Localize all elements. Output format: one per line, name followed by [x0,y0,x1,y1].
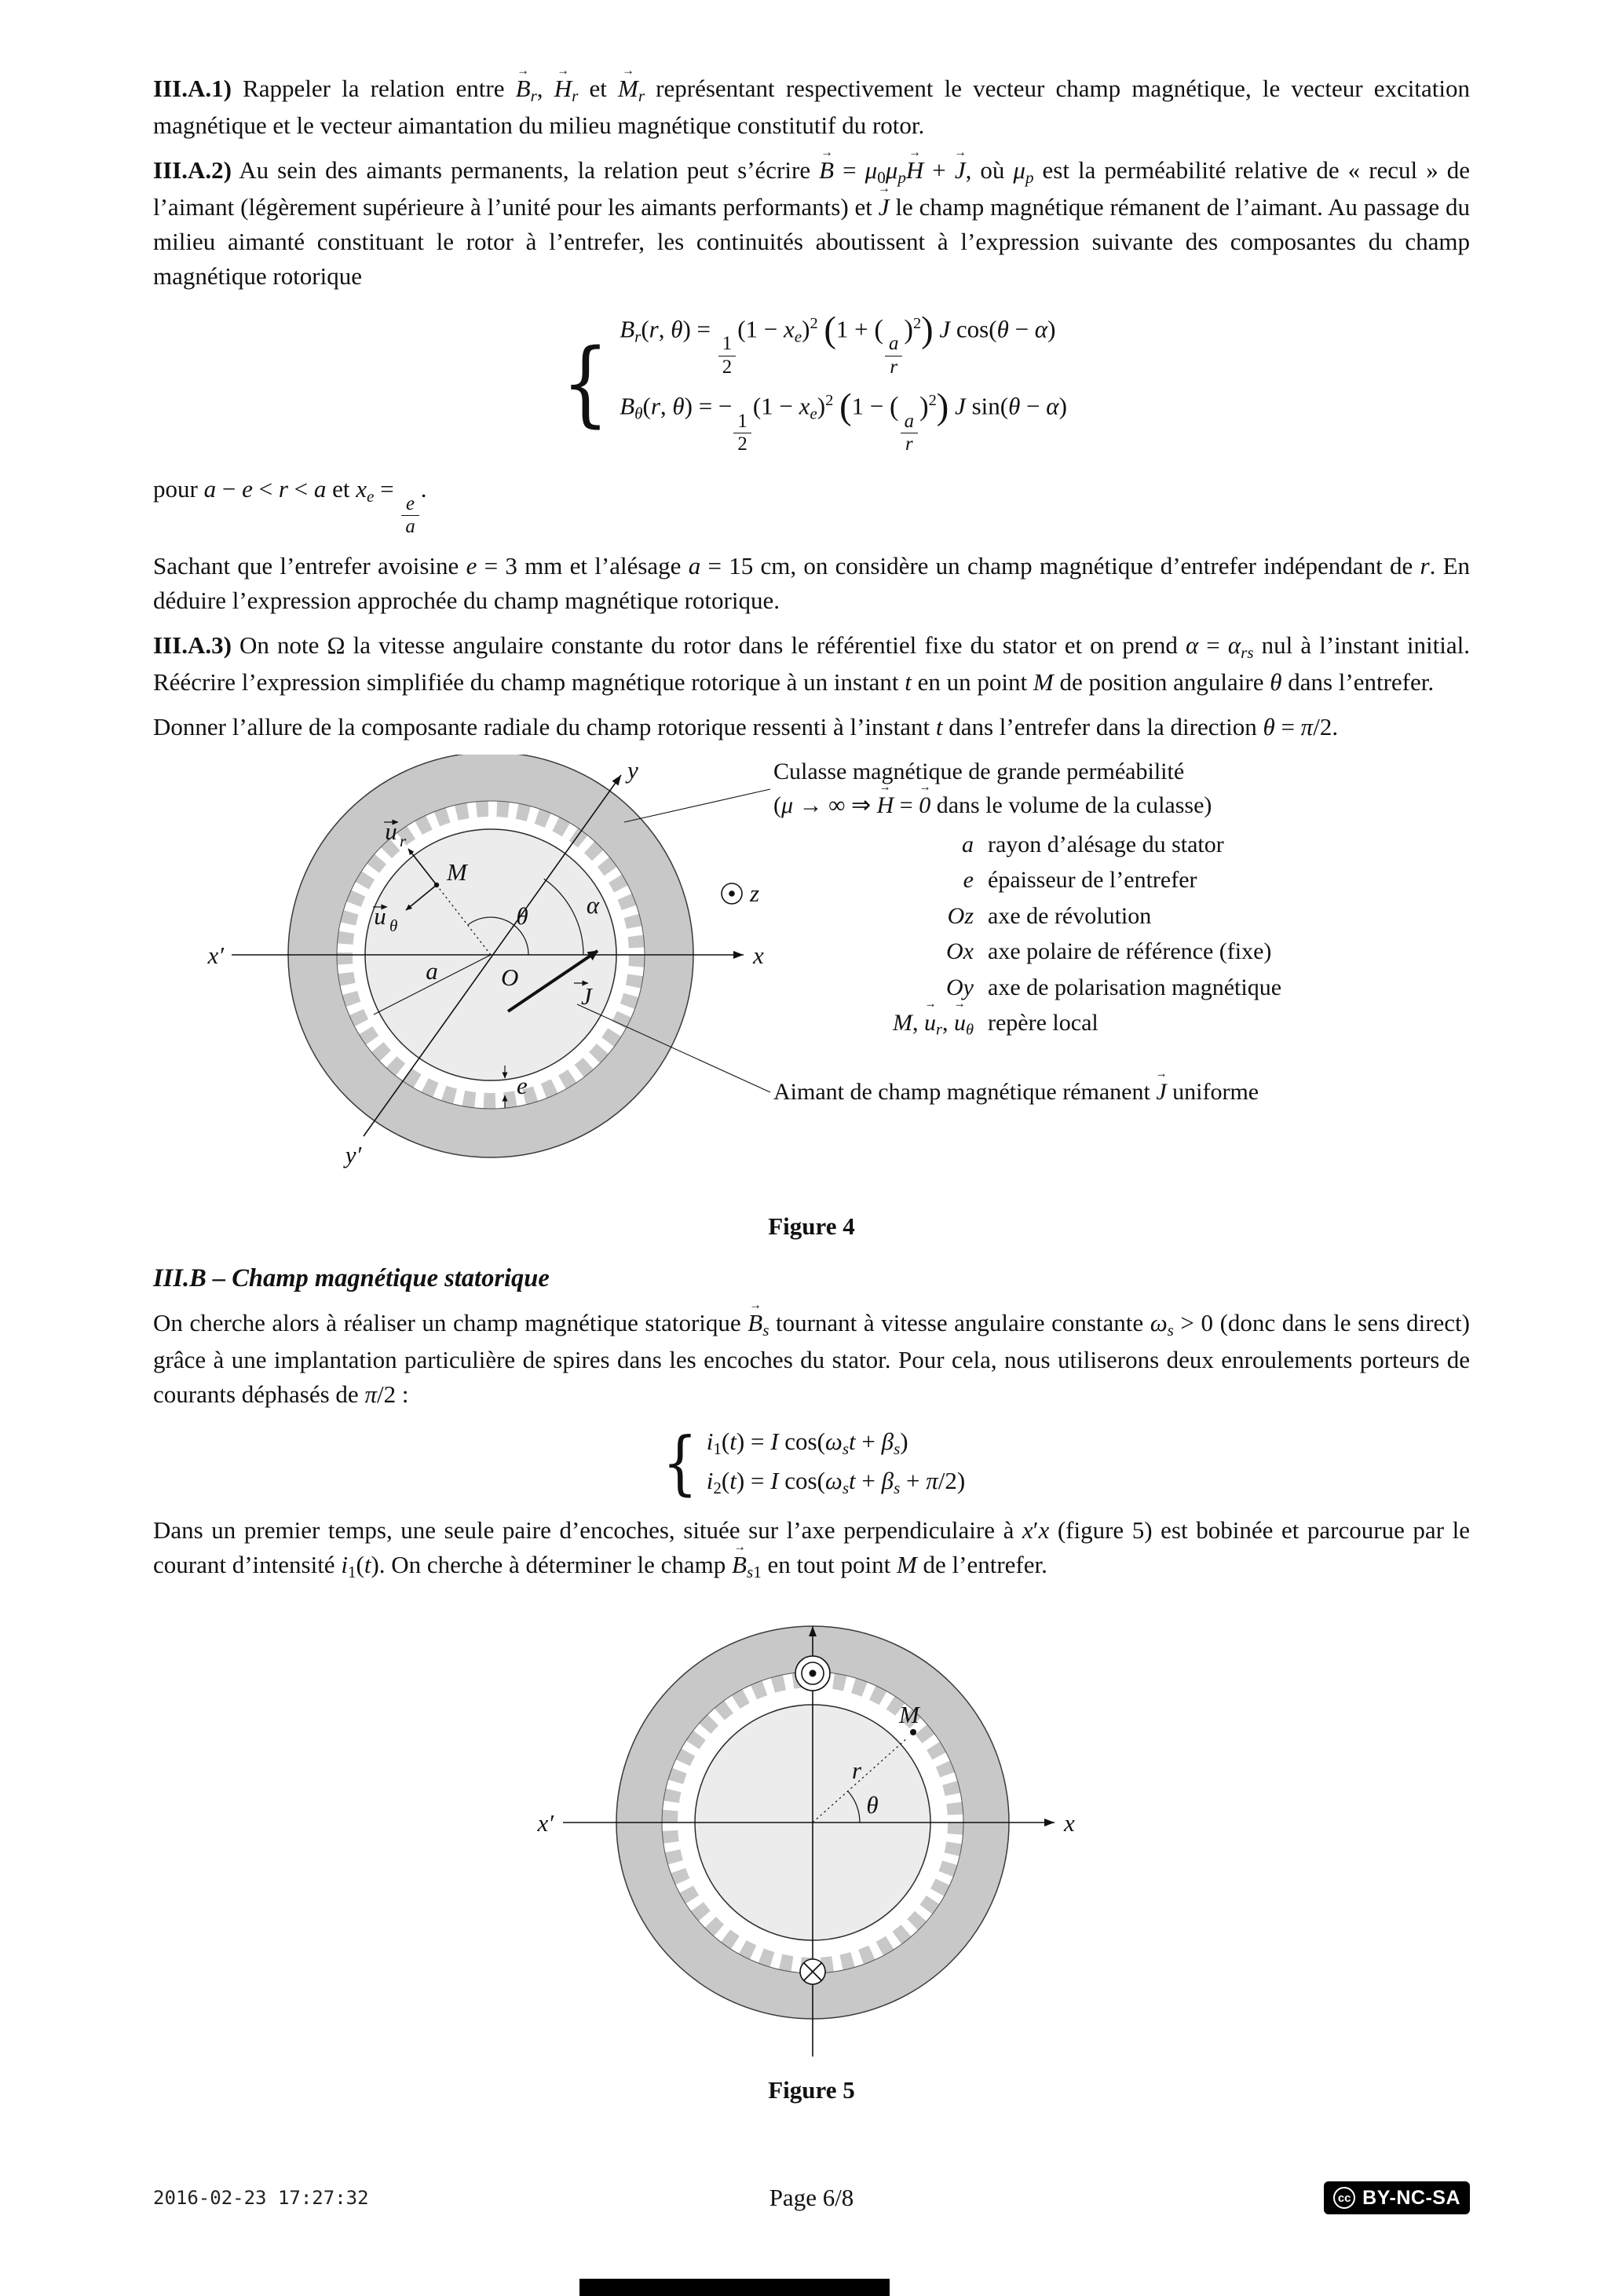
fig4-label-y-prime: y′ [345,1140,362,1168]
legend-row: Oz axe de révolution [947,902,1152,929]
callout-aimant: Aimant de champ magnétique rémanent J → uniforme [773,1075,1449,1110]
culasse-leader-line [624,789,770,822]
figure-5-drawing [153,1595,1470,2066]
figure-4-caption: Figure 4 [768,1212,855,1240]
fig5-label-x: x [1064,1809,1075,1837]
figure-5-caption: Figure 5 [768,2076,855,2104]
paragraph-iii-a-3: III.A.3) On note Ω la vitesse angulaire constante du rotor dans le référentiel fixe du stator et on prend $\alpha = \alpha_{rs}$ nul à l’instant initial. Réécrire l’expression simplifiée du champ magnétique rotorique à un instant t en un point M de position angulaire θ dans l’entrefer. [153,631,1470,696]
figure-4-legend [864,827,1281,1049]
paragraph-donner: Donner l’allure de la composante radiale du champ rotorique ressenti à l’instant t dans l’entrefer dans la direction θ = π/2. [153,712,1339,740]
section-heading-iii-b: III.B – Champ magnétique statorique [153,1263,550,1292]
license-label: BY-NC-SA [1362,2186,1460,2209]
equation-Br: $B_r(r$, θ) = $\frac{1}{2}$ $(1 - x_e)^2$ (1 + ( $\frac{a}{r}$ )$^2$) J cos(θ − α) [620,309,1056,378]
fig4-label-utheta: u [374,901,386,930]
fig5-label-M: M [899,1701,919,1729]
paragraph-iii-a-2: III.A.2) Au sein des aimants permanents, la relation peut s’écrire B → = $\mu_0\mu_pH$ → + J →, où $\mu_p$ est la perméabilité relative de « recul » de l’aimant (légèrement supérieure à l’unité pour les aimants performants) et J → le champ magnétique rémanent de l’aimant. Au passage du milieu aimanté constituant le rotor à l’entrefer, les continuités aboutissent à l’expression suivante des composantes du champ magnétique rotorique [153,153,1470,294]
paragraph-premier-temps: Dans un premier temps, une seule paire d’encoches, située sur l’axe perpendiculaire à x′x (figure 5) est bobinée et parcourue par le courant d’intensité $i_1(t)$. On cherche à déterminer le champ $B \to_{s1}$ en tout point M de l’entrefer. [153,1513,1470,1585]
timestamp: 2016-02-23 17:27:32 [153,2187,369,2209]
figure-5 [153,1595,1470,2070]
fig4-label-x: x [753,941,764,969]
equation-currents-system [153,1421,1470,1503]
fig4-label-theta: θ [516,901,528,930]
paragraph-iii-b-intro: On cherche alors à réaliser un champ magnétique statorique $B \to_s$ tournant à vitesse angulaire constante $\omega_s > 0$ (donc dans le sens direct) grâce à une implantation particulière de spires dans les encoches du stator. Pour cela, nous utiliserons deux enroulements porteurs de courants déphasés de π/2 : [153,1306,1470,1412]
paragraph-sachant: Sachant que l’entrefer avoisine e = 3 mm et l’alésage a = 15 cm, on considère un champ magnétique d’entrefer indépendant de r. En déduire l’expression approchée du champ magnétique rotorique. [153,551,1471,614]
fig4-label-O: O [501,963,519,991]
conductor-dot [810,1670,817,1677]
bottom-black-bar [579,2279,890,2296]
equation-i1: $i_1(t) = I$ $\cos(\omega_st + \beta_s)$ [706,1427,908,1458]
fig5-label-r: r [851,1757,862,1785]
figure-4 [153,755,1470,1206]
page-number: Page 6/8 [769,2184,854,2211]
fig4-label-x-prime: x′ [207,941,224,969]
cc-logo-icon: cc [1333,2187,1355,2209]
fig5-label-x-prime: x′ [537,1809,554,1837]
fig4-label-alpha: α [586,890,600,919]
paragraph-iii-a-1: III.A.1) Rappeler la relation entre $B \to_r$, $H \to_r$ et $M \to_r$ représentant respectivement le vecteur champ magnétique, le vecteur excitation magnétique et le vecteur aimantation du milieu magnétique constitutif du rotor. [153,71,1470,143]
fig4-label-e: e [517,1071,528,1099]
fig5-label-theta: θ [866,1791,879,1819]
equation-rotor-field-system [153,309,1470,456]
page-footer [153,2181,1470,2214]
fig4-label-a: a [426,956,438,985]
fig4-label-ur: u [385,817,397,845]
system-brace: { [561,328,609,437]
legend-row: Ox axe polaire de référence (fixe) [946,938,1272,965]
legend-row: Oy axe de polarisation magnétique [946,974,1282,1000]
fig4-label-ur-sub: r [400,831,407,850]
fig4-label-J: J [581,982,592,1010]
equation-i2: $i_2(t) = I$ $\cos(\omega_st + \beta_s + \pi/2)$ [706,1466,966,1497]
fig4-label-utheta-sub: θ [389,916,398,935]
system-brace: { [662,1421,698,1503]
legend-row: a rayon d’alésage du stator [962,831,1224,857]
fig4-label-z: z [750,879,760,907]
legend-row: e épaisseur de l’entrefer [963,867,1197,894]
z-axis-dot-center [729,890,735,897]
point-M [910,1729,916,1735]
fig4-label-y: y [627,755,638,784]
callout-culasse-line2: (μ → ∞ ⇒ H → = 0 → dans le volume de la culasse) [773,788,1449,823]
equation-Btheta: $B_\theta(r$, θ) = − $\frac{1}{2}$ $(1 - x_e)^2$ (1 − ( $\frac{a}{r}$ )$^2$) J sin(θ − α) [620,387,1067,455]
callout-culasse-line1: Culasse magnétique de grande perméabilité [773,758,1185,784]
callout-culasse [773,755,1449,823]
legend-row: M, $u \to_r$, $u \to_\theta$ repère local [864,1005,1281,1048]
fig4-label-M: M [447,857,467,886]
paragraph-pour: pour a − e < r < a et $x_e$ = $\frac{e}{a}$ . [153,474,427,538]
cc-license-badge[interactable] [1324,2181,1470,2214]
